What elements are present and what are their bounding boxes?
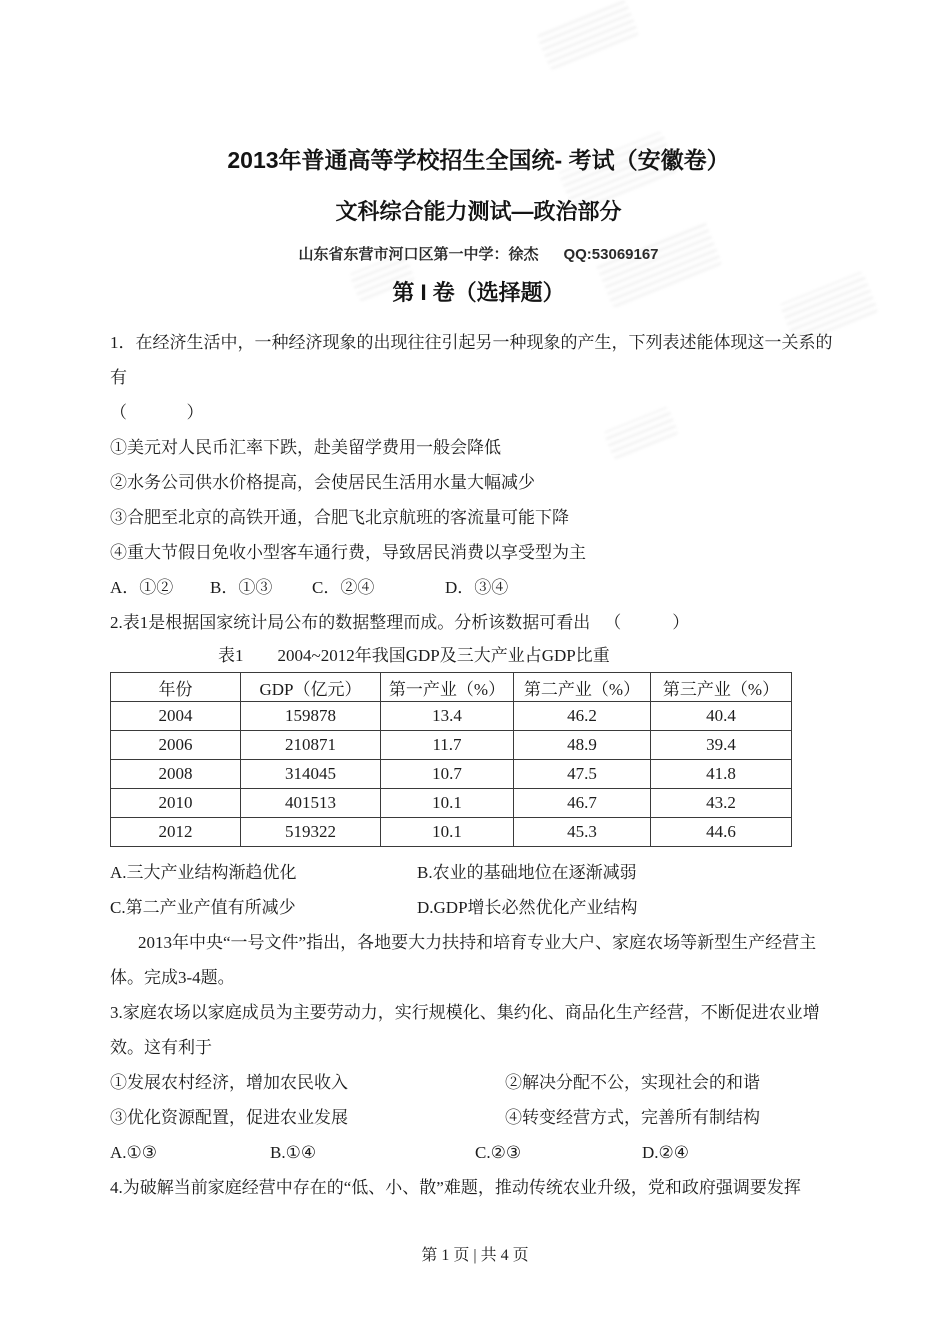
- table-row: [111, 702, 792, 731]
- section-title: 第 I 卷（选择题）: [392, 280, 565, 305]
- q1-stem-line-2: 有: [110, 368, 127, 387]
- q2-option-d: D.GDP增长必然优化产业结构: [417, 898, 638, 917]
- question-1: [110, 325, 847, 605]
- table-cell: 10.1: [381, 818, 514, 847]
- q2-options-row-cd: [110, 890, 847, 925]
- q1-answer-bracket: （ ）: [110, 403, 204, 422]
- table-cell: 2004: [111, 702, 241, 731]
- q3-stem-line-2: 效。这有利于: [110, 1038, 212, 1057]
- table-cell: 10.7: [381, 760, 514, 789]
- table-row: [111, 731, 792, 760]
- author-line: 山东省东营市河口区第一中学：徐杰 QQ:53069167: [298, 246, 659, 263]
- table-cell: 45.3: [514, 818, 651, 847]
- table-cell: 46.2: [514, 702, 651, 731]
- table-cell: 2010: [111, 789, 241, 818]
- q2-option-a: A.三大产业结构渐趋优化: [110, 863, 297, 882]
- table-cell: 48.9: [514, 731, 651, 760]
- table-cell: 2008: [111, 760, 241, 789]
- table-cell: 40.4: [651, 702, 792, 731]
- table-cell: 41.8: [651, 760, 792, 789]
- gdp-table: [110, 672, 792, 847]
- watermark: [536, 0, 639, 71]
- q2-option-c: C.第二产业产值有所减少: [110, 898, 296, 917]
- table-cell: 401513: [241, 789, 381, 818]
- q3-item-4: ④转变经营方式，完善所有制结构: [505, 1108, 760, 1127]
- q1-item-1: ①美元对人民币汇率下跌，赴美留学费用一般会降低: [110, 438, 501, 457]
- table-cell: 2006: [111, 731, 241, 760]
- q3-option-a: A.①③: [110, 1143, 158, 1162]
- q1-item-3: ③合肥至北京的高铁开通，合肥飞北京航班的客流量可能下降: [110, 508, 569, 527]
- q3-item-1: ①发展农村经济，增加农民收入: [110, 1073, 348, 1092]
- table-cell: 46.7: [514, 789, 651, 818]
- q1-option-b: B．①③: [210, 578, 273, 597]
- table-cell: 47.5: [514, 760, 651, 789]
- q4-stem-line-1: 4.为破解当前家庭经营中存在的“低、小、散”难题，推动传统农业升级，党和政府强调要发挥: [110, 1178, 801, 1197]
- intro-line-1: 2013年中央“一号文件”指出，各地要大力扶持和培育专业大户、家庭农场等新型生产经营主: [138, 933, 817, 952]
- table-cell: 39.4: [651, 731, 792, 760]
- exam-title: 2013年普通高等学校招生全国统- 考试（安徽卷）: [227, 147, 730, 173]
- q1-options-row: [110, 570, 847, 605]
- table-header-cell: GDP（亿元）: [241, 673, 381, 702]
- table-header-cell: 第二产业（%）: [514, 673, 651, 702]
- table-caption: 表1 2004~2012年我国GDP及三大产业占GDP比重: [218, 646, 610, 665]
- table-row: [111, 760, 792, 789]
- q2-option-b: B.农业的基础地位在逐渐减弱: [417, 863, 637, 882]
- table-cell: 210871: [241, 731, 381, 760]
- q2-stem: 2.表1是根据国家统计局公布的数据整理而成。分析该数据可看出: [110, 613, 591, 632]
- q1-item-4: ④重大节假日免收小型客车通行费，导致居民消费以享受型为主: [110, 543, 586, 562]
- table-header-cell: 第一产业（%）: [381, 673, 514, 702]
- question-2: [110, 605, 847, 925]
- table-cell: 314045: [241, 760, 381, 789]
- questions-body: [110, 325, 847, 1205]
- q3-item-2: ②解决分配不公，实现社会的和谐: [505, 1073, 760, 1092]
- page-footer: 第 1 页 | 共 4 页: [421, 1247, 529, 1264]
- q2-stem-line: [110, 605, 847, 640]
- q3-option-d: D.②④: [642, 1143, 690, 1162]
- table-row: [111, 789, 792, 818]
- q1-option-d: D．③④: [445, 578, 509, 597]
- table-header-cell: 第三产业（%）: [651, 673, 792, 702]
- table-cell: 44.6: [651, 818, 792, 847]
- table-cell: 2012: [111, 818, 241, 847]
- q3-items-row-2: [110, 1100, 847, 1135]
- q2-options-row-ab: [110, 847, 847, 890]
- q3-item-3: ③优化资源配置，促进农业发展: [110, 1108, 348, 1127]
- question-4: [110, 1170, 847, 1205]
- q2-answer-bracket: （ ）: [604, 613, 690, 632]
- q1-option-c: C．②④: [312, 578, 375, 597]
- question-3: [110, 995, 847, 1170]
- table-header-row: [111, 673, 792, 702]
- q1-option-a: A．①②: [110, 578, 174, 597]
- exam-subtitle: 文科综合能力测试—政治部分: [335, 199, 622, 224]
- table-cell: 159878: [241, 702, 381, 731]
- q3-option-c: C.②③: [475, 1143, 522, 1162]
- intro-questions-3-4: [110, 925, 847, 995]
- page-content: [110, 145, 847, 1205]
- table-cell: 11.7: [381, 731, 514, 760]
- table-cell: 43.2: [651, 789, 792, 818]
- table-cell: 519322: [241, 818, 381, 847]
- q3-option-b: B.①④: [270, 1143, 317, 1162]
- q3-items-row-1: [110, 1065, 847, 1100]
- table-header-cell: 年份: [111, 673, 241, 702]
- table-cell: 10.1: [381, 789, 514, 818]
- q1-stem-line-1: 1．在经济生活中，一种经济现象的出现往往引起另一种现象的产生，下列表述能体现这一关系的: [110, 333, 833, 352]
- intro-line-2: 体。完成3-4题。: [110, 968, 235, 987]
- table-row: [111, 818, 792, 847]
- q3-options-row: [110, 1135, 847, 1170]
- q1-item-2: ②水务公司供水价格提高，会使居民生活用水量大幅减少: [110, 473, 535, 492]
- q3-stem-line-1: 3.家庭农场以家庭成员为主要劳动力，实行规模化、集约化、商品化生产经营，不断促进农业增: [110, 1003, 820, 1022]
- table-cell: 13.4: [381, 702, 514, 731]
